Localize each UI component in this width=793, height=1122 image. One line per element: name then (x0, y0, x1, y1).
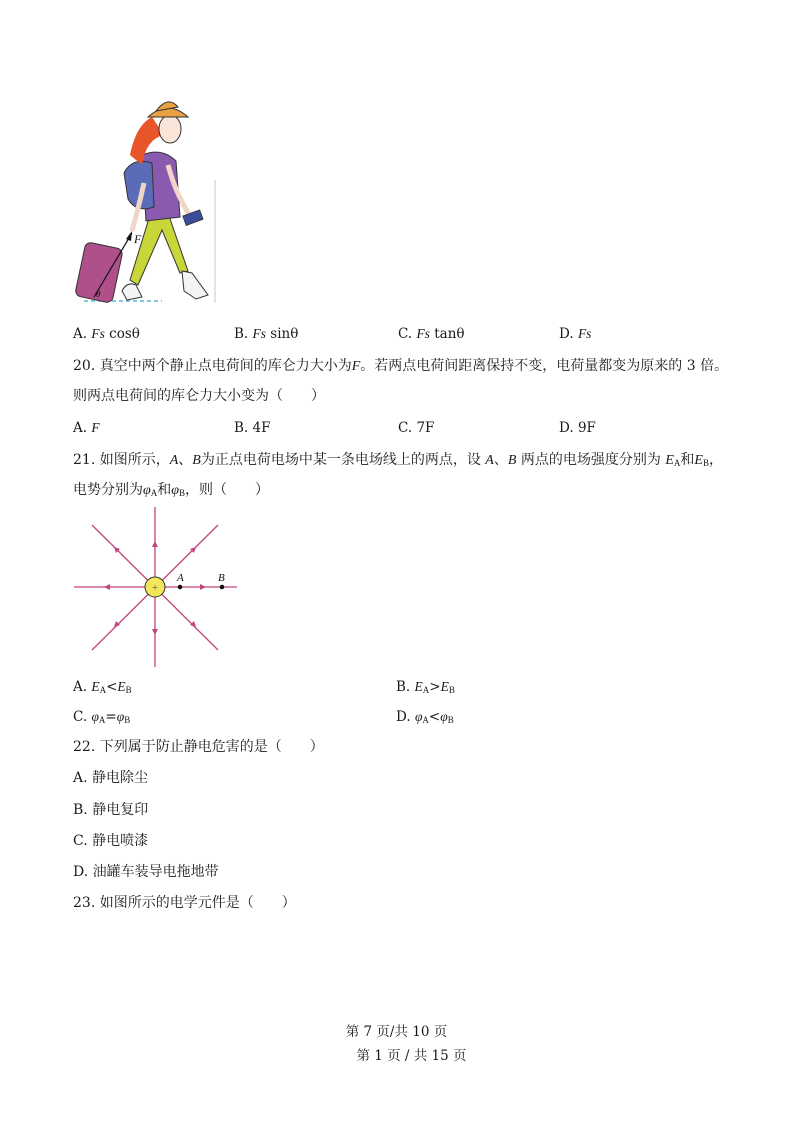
q19-option-b[interactable] (234, 324, 298, 344)
question-number: 22. (73, 739, 96, 755)
point-b-label: B (218, 572, 225, 584)
option-text: 油罐车装导电拖地带 (92, 864, 219, 880)
girl-suitcase-illustration (72, 95, 222, 310)
question-number: 21. (73, 452, 96, 468)
q19-option-d[interactable] (559, 324, 591, 344)
option-letter: A. (73, 326, 88, 342)
stem-text: 电势分别为 (73, 482, 143, 498)
option-letter: C. (73, 833, 88, 849)
stem-text: 和 (680, 452, 695, 468)
q22-option-c[interactable] (73, 831, 148, 851)
point-b-dot (220, 585, 225, 590)
q22-option-a[interactable] (73, 768, 148, 788)
q21-option-a[interactable]: A. $E_A<E_B$ (73, 679, 132, 695)
q21-option-c[interactable]: C. $\varphi_A=\varphi_B$ (73, 709, 131, 725)
option-math: Fs (252, 326, 267, 341)
q21-option-d[interactable]: D. $\varphi_A<\varphi_B$ (396, 709, 454, 725)
stem-math: φ (143, 483, 151, 498)
option-letter: C. (73, 709, 88, 725)
option-letter: C. (398, 420, 413, 436)
stem-math: E (694, 453, 703, 468)
stem-text: 和 (157, 482, 172, 498)
stem-text: 如图所示的电学元件是（ ） (99, 895, 296, 911)
stem-text: 两点的电场强度分别为 (520, 452, 661, 468)
stem-text: ，则（ ） (185, 482, 270, 498)
charge-sign: + (151, 582, 159, 594)
option-letter: A. (73, 770, 88, 786)
q20-stem-line2: 则两点电荷间的库仑力大小变为（ ） (73, 388, 325, 404)
q19-option-a[interactable] (73, 324, 140, 344)
angle-label: θ (96, 289, 101, 299)
stem-text: 、 (493, 452, 508, 468)
q23-stem (73, 893, 296, 913)
q21-option-b[interactable]: B. $E_A>E_B$ (396, 679, 455, 695)
stem-math: φ (171, 483, 179, 498)
stem-math: E (665, 453, 674, 468)
q20-option-b[interactable] (234, 418, 270, 438)
electric-field-figure (72, 505, 242, 670)
q20-stem-line1 (73, 356, 728, 377)
q21-stem-line1: 21. 如图所示，A、B为正点电荷电场中某一条电场线上的两点，设 A、B 两点的电场强度分别为 $E_A$和$E_B$， (73, 452, 723, 468)
option-letter: D. (396, 709, 411, 725)
option-math: Fs (91, 326, 105, 341)
option-letter: A. (73, 420, 88, 436)
option-math: Fs (416, 326, 430, 341)
point-a-label: A (177, 572, 184, 584)
point-a-dot (178, 585, 183, 590)
option-text: 静电除尘 (92, 770, 149, 786)
page-number-inner: 第 7 页/共 10 页 (345, 1024, 448, 1040)
stem-math: B (192, 453, 201, 468)
stem-text: 为正点电荷电场中某一条电场线上的两点，设 (200, 452, 481, 468)
force-label: F (134, 232, 142, 246)
stem-text: 、 (178, 452, 193, 468)
q20-option-c[interactable] (398, 418, 434, 438)
option-text: tanθ (429, 326, 465, 342)
stem-text: 下列属于防止静电危害的是（ ） (99, 739, 324, 755)
option-text: sinθ (266, 326, 299, 342)
option-letter: D. (559, 326, 574, 342)
q19-option-c[interactable] (398, 324, 465, 344)
q20-option-a[interactable] (73, 418, 100, 438)
page-number-outer: 第 1 页 / 共 15 页 (356, 1048, 467, 1064)
option-math: 9F (577, 420, 596, 436)
q21-stem-line2: 电势分别为$\varphi_A$和$\varphi_B$，则（ ） (73, 482, 270, 498)
option-letter: A. (73, 679, 88, 695)
question-number: 23. (73, 895, 96, 911)
q22-option-b[interactable] (73, 800, 148, 820)
stem-math: A (169, 453, 179, 468)
stem-text: 。若两点电荷间距离保持不变，电荷量都变为原来的 3 倍。 (360, 358, 729, 374)
question-number: 20. (73, 358, 96, 374)
option-text: 静电喷漆 (92, 833, 149, 849)
option-letter: C. (398, 326, 413, 342)
girl-suitcase-figure (72, 95, 222, 310)
option-math: Fs (577, 326, 592, 341)
stem-text: 真空中两个静止点电荷间的库仑力大小为 (99, 358, 352, 374)
stem-math: F (351, 359, 361, 374)
point-charge-field-diagram (72, 505, 242, 670)
q22-stem (73, 737, 324, 757)
stem-math: B (507, 453, 517, 468)
q20-option-d[interactable] (559, 418, 596, 438)
option-math: F (91, 420, 100, 435)
option-math: 7F (416, 420, 435, 436)
option-letter: B. (234, 420, 249, 436)
option-text: cosθ (104, 326, 140, 342)
q22-option-d[interactable] (73, 862, 219, 882)
option-letter: B. (396, 679, 411, 695)
option-letter: B. (73, 802, 88, 818)
stem-text: 如图所示， (99, 452, 170, 468)
option-letter: D. (559, 420, 574, 436)
option-letter: B. (234, 326, 249, 342)
option-text: 静电复印 (92, 802, 149, 818)
option-letter: D. (73, 864, 89, 880)
stem-math: A (485, 453, 494, 468)
option-math: 4F (252, 420, 271, 436)
